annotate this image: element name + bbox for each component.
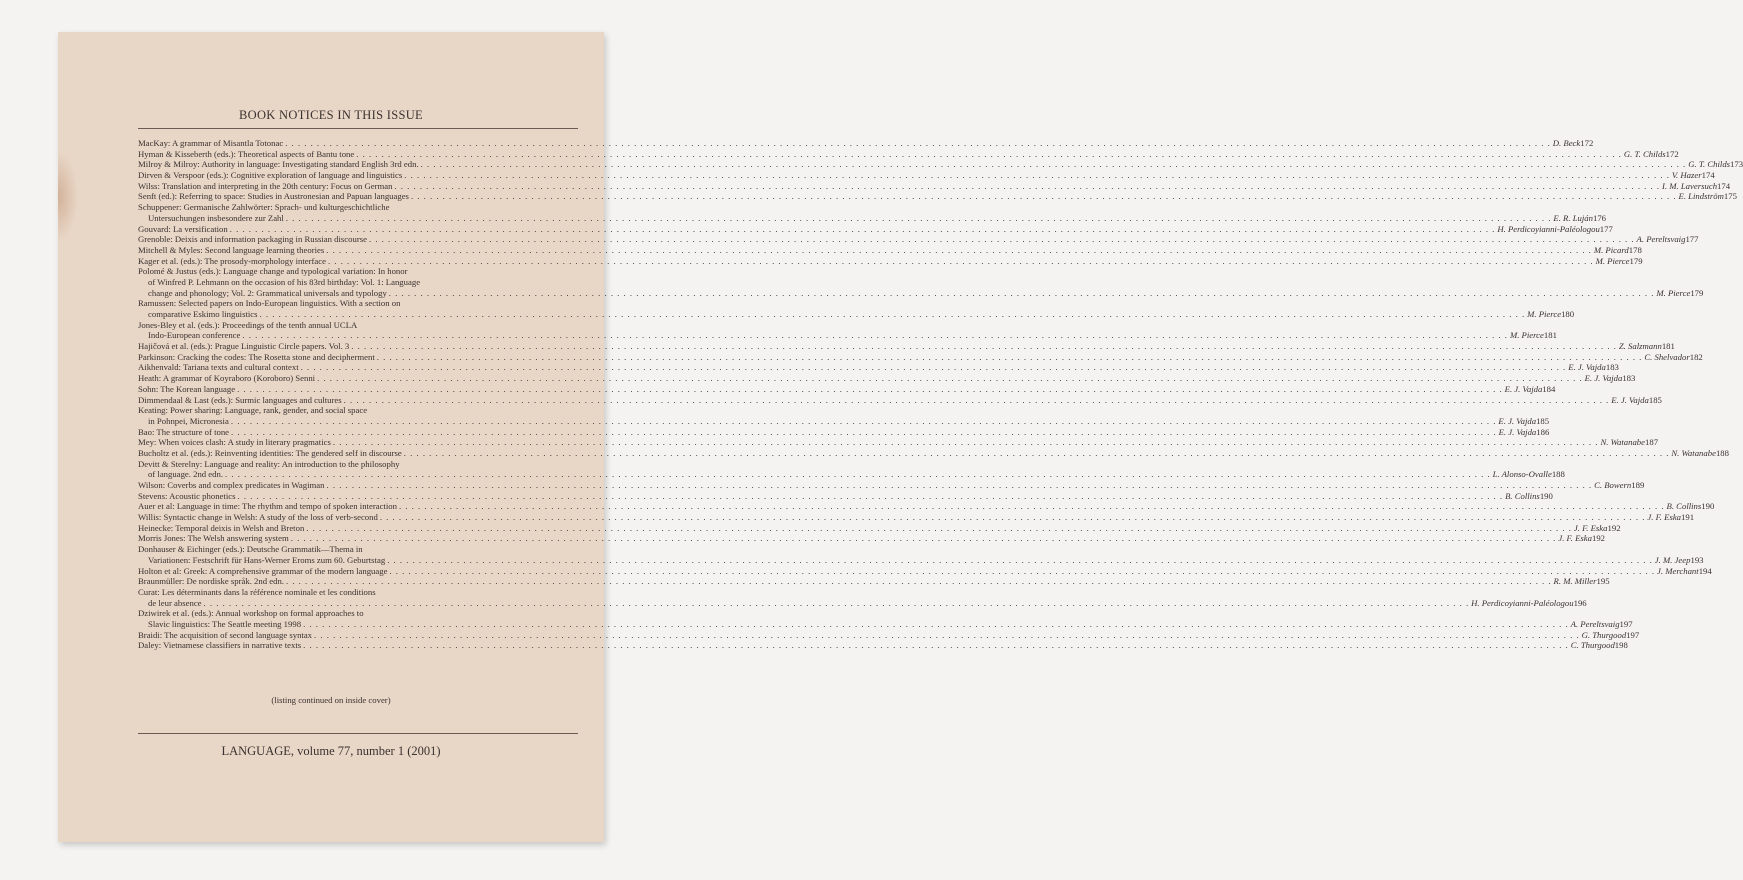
entry-reviewer: B. Collins [1505,490,1540,501]
entry-page-number: 181 [1543,330,1557,341]
entry-reviewer: N. Watanabe [1600,437,1646,448]
entry-title: of language. 2nd edn. [148,469,224,480]
entry-reviewer: C. Bowern [1594,480,1632,490]
leader-dots: . . . . . . . . . . . . . . . . . . . . . . . . . . . . . . . . . . . . . . . . . . . . . . . . . . . . . . . . . . . . . . . . . . . . . . . . . . . . . . . . . . . . . . . . . . . . . . . . . . . . . . . . . . . . . . . . . . . . . . . . . . . . . . . . . . . . . . . . . . . . . . . . . . . . . . . . . . . . . . . . . . . . . . . . . . . . . . . . . . . . . . . . . . . . . . . . . . . . . . . . [285,138,1551,148]
book-notice-entry [138,608,1633,629]
leader-dots: . . . . . . . . . . . . . . . . . . . . . . . . . . . . . . . . . . . . . . . . . . . . . . . . . . . . . . . . . . . . . . . . . . . . . . . . . . . . . . . . . . . . . . . . . . . . . . . . . . . . . . . . . . . . . . . . . . . . . . . . . . . . . . . . . . . . . . . . . . . . . . . . . . . . . . . . . . . . . . . . . . . . . . . . . . . . . . . . . . . . . . . . . . . . . . . . . . . . . . . . [237,383,1503,394]
entry-reviewer: E. Lindström [1678,191,1724,202]
entry-page-number: 176 [1592,212,1607,223]
entry-title: Braidi: The acquisition of second language syntax [138,629,313,640]
entry-page-number: 196 [1573,597,1587,608]
entry-page-number: 186 [1536,426,1550,437]
entry-title: Senft (ed.): Referring to space: Studies in Austronesian and Papuan languages [138,191,409,202]
entry-page-number: 175 [1723,191,1737,202]
entry-title: Sohn: The Korean language [138,383,236,394]
entry-title: Dirven & Verspoor (eds.): Cognitive exploration of language and linguistics [138,170,403,181]
entry-reviewer: C. Shelvador [1644,351,1690,362]
leader-dots: . . . . . . . . . . . . . . . . . . . . . . . . . . . . . . . . . . . . . . . . . . . . . . . . . . . . . . . . . . . . . . . . . . . . . . . . . . . . . . . . . . . . . . . . . . . . . . . . . . . . . . . . . . . . . . . . . . . . . . . . . . . . . . . . . . . . . . . . . . . . . . . . . . . . . . . . . . . . . . . . . . . . . . . . . . . . . . . . . . . . . . . . . . . . . . . . . . . . . . . . [356,148,1622,159]
book-notice-entry [138,266,1704,298]
entry-title: Kager et al. (eds.): The prosody-morphology interface [138,255,327,266]
entry-title: Heinecke: Temporal deixis in Welsh and Breton [138,522,305,533]
entry-reviewer: V. Hazer [1671,170,1702,181]
entry-page-number: 190 [1701,501,1715,512]
entry-page-number: 173 [1730,159,1743,170]
entry-title-line: Jones-Bley et al. (eds.): Proceedings of the tenth annual UCLA [138,319,358,330]
entry-reviewer: J. F. Eska [1647,512,1682,523]
leader-dots: . . . . . . . . . . . . . . . . . . . . . . . . . . . . . . . . . . . . . . . . . . . . . . . . . . . . . . . . . . . . . . . . . . . . . . . . . . . . . . . . . . . . . . . . . . . . . . . . . . . . . . . . . . . . . . . . . . . . . . . . . . . . . . . . . . . . . . . . . . . . . . . . . . . . . . . . . . . . . . . . . . . . . . . . . . . . . . . . . . . . . . . . . . . . . . . . . . . . . . . . [379,512,1646,523]
leader-dots: . . . . . . . . . . . . . . . . . . . . . . . . . . . . . . . . . . . . . . . . . . . . . . . . . . . . . . . . . . . . . . . . . . . . . . . . . . . . . . . . . . . . . . . . . . . . . . . . . . . . . . . . . . . . . . . . . . . . . . . . . . . . . . . . . . . . . . . . . . . . . . . . . . . . . . . . . . . . . . . . . . . . . . . . . . . . . . . . . . . . . . . . . . . . . . . . . . . . . . . . [314,629,1580,640]
entry-title-line: Dziwirek et al. (eds.): Annual workshop on formal approaches to [138,608,364,619]
entry-page-number: 172 [1665,148,1679,159]
entry-page-number: 189 [1631,480,1645,490]
entry-reviewer: J. F. Eska [1558,533,1592,544]
entry-page-number: 192 [1591,533,1605,544]
book-notice-entry [138,234,1699,245]
entry-reviewer: E. J. Vajda [1568,362,1606,373]
leader-dots: . . . . . . . . . . . . . . . . . . . . . . . . . . . . . . . . . . . . . . . . . . . . . . . . . . . . . . . . . . . . . . . . . . . . . . . . . . . . . . . . . . . . . . . . . . . . . . . . . . . . . . . . . . . . . . . . . . . . . . . . . . . . . . . . . . . . . . . . . . . . . . . . . . . . . . . . . . . . . . . . . . . . . . . . . . . . . . . . . . . . . . . . . . . . . . . . . . . . . . . . [290,533,1557,544]
entry-reviewer: E. J. Vajda [1504,383,1543,394]
entry-reviewer: I. M. Laversuch [1662,180,1718,191]
book-notice-entry [138,629,1640,641]
entry-title: Bucholtz et al. (eds.): Reinventing identities: The gendered self in discourse [138,447,402,458]
book-notice-entry [138,298,1575,319]
entry-page-number: 182 [1689,351,1703,362]
leader-dots: . . . . . . . . . . . . . . . . . . . . . . . . . . . . . . . . . . . . . . . . . . . . . . . . . . . . . . . . . . . . . . . . . . . . . . . . . . . . . . . . . . . . . . . . . . . . . . . . . . . . . . . . . . . . . . . . . . . . . . . . . . . . . . . . . . . . . . . . . . . . . . . . . . . . . . . . . . . . . . . . . . . . . . . . . . . . . . . . . . . . . . . . . . . . . . . . . . . . . . . . [351,341,1617,352]
entry-title-line: Ramussen: Selected papers on Indo-European linguistics. With a section on [138,298,401,309]
entry-page-number: 178 [1628,244,1642,255]
entry-title: Daley: Vietnamese classifiers in narrative texts [138,640,302,651]
entry-title: Parkinson: Cracking the codes: The Rosetta stone and decipherment [138,351,375,362]
leader-dots: . . . . . . . . . . . . . . . . . . . . . . . . . . . . . . . . . . . . . . . . . . . . . . . . . . . . . . . . . . . . . . . . . . . . . . . . . . . . . . . . . . . . . . . . . . . . . . . . . . . . . . . . . . . . . . . . . . . . . . . . . . . . . . . . . . . . . . . . . . . . . . . . . . . . . . . . . . . . . . . . . . . . . . . . . . . . . . . . . . . . . . . . . . . . . . . . . . . . . . . . [230,415,1497,426]
entry-reviewer: G. T. Childs [1688,159,1731,170]
entry-page-number: 174 [1717,180,1731,191]
entry-reviewer: H. Perdicoyianni-Paléologou [1471,597,1574,608]
entry-reviewer: H. Perdicoyianni-Paléologou [1497,223,1600,234]
book-notice-entry [138,522,1621,534]
entry-title: comparative Eskimo linguistics [148,309,258,319]
book-notice-entry [138,148,1679,160]
entry-title: Indo-European conference [148,330,241,341]
entry-reviewer: A. Pereltsvaig [1570,618,1620,629]
book-notice-entry [138,341,1675,352]
leader-dots: . . . . . . . . . . . . . . . . . . . . . . . . . . . . . . . . . . . . . . . . . . . . . . . . . . . . . . . . . . . . . . . . . . . . . . . . . . . . . . . . . . . . . . . . . . . . . . . . . . . . . . . . . . . . . . . . . . . . . . . . . . . . . . . . . . . . . . . . . . . . . . . . . . . . . . . . . . . . . . . . . . . . . . . . . . . . . . . . . . . . . . . . . . . . . . . . . . . . . . . . [343,394,1610,405]
journal-back-cover [58,32,1743,842]
entry-reviewer: R. M. Miller [1553,576,1597,587]
book-notice-entry [138,244,1642,256]
book-notice-entry [138,383,1556,395]
entry-page-number: 183 [1622,373,1636,384]
book-notice-entry [138,501,1715,512]
entry-reviewer: L. Alonso-Ovalle [1492,469,1552,480]
entry-page-number: 192 [1607,522,1621,533]
entry-page-number: 194 [1698,565,1712,576]
entry-title: Wilss: Translation and interpreting in the 20th century: Focus on German [138,180,393,191]
leader-dots: . . . . . . . . . . . . . . . . . . . . . . . . . . . . . . . . . . . . . . . . . . . . . . . . . . . . . . . . . . . . . . . . . . . . . . . . . . . . . . . . . . . . . . . . . . . . . . . . . . . . . . . . . . . . . . . . . . . . . . . . . . . . . . . . . . . . . . . . . . . . . . . . . . . . . . . . . . . . . . . . . . . . . . . . . . . . . . . . . . . . . . . . . . . . . . . . . . . . . . . . [303,618,1569,629]
book-notice-entry [138,544,1704,565]
book-notice-entry [138,394,1662,406]
leader-dots: . . . . . . . . . . . . . . . . . . . . . . . . . . . . . . . . . . . . . . . . . . . . . . . . . . . . . . . . . . . . . . . . . . . . . . . . . . . . . . . . . . . . . . . . . . . . . . . . . . . . . . . . . . . . . . . . . . . . . . . . . . . . . . . . . . . . . . . . . . . . . . . . . . . . . . . . . . . . . . . . . . . . . . . . . . . . . . . . . . . . . . . . . . . . . . . . . . . . . . . . [326,244,1592,255]
entry-title-line: Curat: Les déterminants dans la référence nominale et les conditions [138,586,376,597]
book-notice-entry [138,373,1636,384]
entry-reviewer: G. Thurgood [1581,629,1627,640]
book-notice-entry [138,255,1643,267]
entry-title: Braunmüller: De nordiske språk. 2nd edn. [138,576,284,587]
entry-title: Mey: When voices clash: A study in literary pragmatics [138,437,331,448]
book-notice-entry [138,480,1645,491]
book-notice-entry [138,319,1557,341]
leader-dots: . . . . . . . . . . . . . . . . . . . . . . . . . . . . . . . . . . . . . . . . . . . . . . . . . . . . . . . . . . . . . . . . . . . . . . . . . . . . . . . . . . . . . . . . . . . . . . . . . . . . . . . . . . . . . . . . . . . . . . . . . . . . . . . . . . . . . . . . . . . . . . . . . . . . . . . . . . . . . . . . . . . . . . . . . . . . . . . . . . . . . . . . . . . . . . . . . . . . . . . . [388,287,1655,298]
entry-title: in Pohnpei, Micronesia [148,415,229,426]
entry-title: Aikhenvald: Tariana texts and cultural context [138,362,299,373]
book-notice-entry [138,640,1628,651]
leader-dots: . . . . . . . . . . . . . . . . . . . . . . . . . . . . . . . . . . . . . . . . . . . . . . . . . . . . . . . . . . . . . . . . . . . . . . . . . . . . . . . . . . . . . . . . . . . . . . . . . . . . . . . . . . . . . . . . . . . . . . . . . . . . . . . . . . . . . . . . . . . . . . . . . . . . . . . . . . . . . . . . . . . . . . . . . . . . . . . . . . . . . . . . . . . . . . . . . . . . . . . . [389,565,1656,576]
book-notice-entry [138,437,1659,448]
entry-page-number: 193 [1690,554,1704,565]
issue-footer: LANGUAGE, volume 77, number 1 (2001) [221,744,441,758]
entry-reviewer: E. J. Vajda [1584,373,1623,384]
entry-page-number: 188 [1551,469,1565,480]
entry-page-number: 198 [1614,640,1628,651]
book-notice-entry [138,351,1703,363]
entry-page-number: 188 [1715,447,1729,458]
entry-reviewer: A. Pereltsvaig [1636,234,1686,245]
leader-dots: . . . . . . . . . . . . . . . . . . . . . . . . . . . . . . . . . . . . . . . . . . . . . . . . . . . . . . . . . . . . . . . . . . . . . . . . . . . . . . . . . . . . . . . . . . . . . . . . . . . . . . . . . . . . . . . . . . . . . . . . . . . . . . . . . . . . . . . . . . . . . . . . . . . . . . . . . . . . . . . . . . . . . . . . . . . . . . . . . . . . . . . . . . . . . . . . . . . . . . . . [368,234,1635,245]
entry-page-number: 174 [1701,170,1715,181]
entry-page-number: 191 [1681,512,1695,523]
entry-title: Bao: The structure of tone [138,426,230,437]
entry-reviewer: N. Watanabe [1671,447,1716,458]
entry-reviewer: M. Pierce [1527,309,1562,319]
entry-page-number: 185 [1536,415,1550,426]
continued-note: (listing continued on inside cover) [271,695,391,705]
entry-page-number: 185 [1648,394,1662,405]
bottom-divider [138,733,578,734]
book-notice-entry [138,576,1610,587]
leader-dots: . . . . . . . . . . . . . . . . . . . . . . . . . . . . . . . . . . . . . . . . . . . . . . . . . . . . . . . . . . . . . . . . . . . . . . . . . . . . . . . . . . . . . . . . . . . . . . . . . . . . . . . . . . . . . . . . . . . . . . . . . . . . . . . . . . . . . . . . . . . . . . . . . . . . . . . . . . . . . . . . . . . . . . . . . . . . . . . . . . . . . . . . . . . . . . . . . . . . . . . . [229,223,1496,234]
leader-dots: . . . . . . . . . . . . . . . . . . . . . . . . . . . . . . . . . . . . . . . . . . . . . . . . . . . . . . . . . . . . . . . . . . . . . . . . . . . . . . . . . . . . . . . . . . . . . . . . . . . . . . . . . . . . . . . . . . . . . . . . . . . . . . . . . . . . . . . . . . . . . . . . . . . . . . . . . . . . . . . . . . . . . . . . . . . . . . . . . . . . . . . . . . . . . . . . . . . . . . . . [225,469,1491,480]
leader-dots: . . . . . . . . . . . . . . . . . . . . . . . . . . . . . . . . . . . . . . . . . . . . . . . . . . . . . . . . . . . . . . . . . . . . . . . . . . . . . . . . . . . . . . . . . . . . . . . . . . . . . . . . . . . . . . . . . . . . . . . . . . . . . . . . . . . . . . . . . . . . . . . . . . . . . . . . . . . . . . . . . . . . . . . . . . . . . . . . . . . . . . . . . . . . . . . . . . . . . . . . [404,170,1670,181]
entry-reviewer: M. Picard [1593,244,1629,255]
leader-dots: . . . . . . . . . . . . . . . . . . . . . . . . . . . . . . . . . . . . . . . . . . . . . . . . . . . . . . . . . . . . . . . . . . . . . . . . . . . . . . . . . . . . . . . . . . . . . . . . . . . . . . . . . . . . . . . . . . . . . . . . . . . . . . . . . . . . . . . . . . . . . . . . . . . . . . . . . . . . . . . . . . . . . . . . . . . . . . . . . . . . . . . . . . . . . . . . . . . . . . . . [237,490,1504,501]
leader-dots: . . . . . . . . . . . . . . . . . . . . . . . . . . . . . . . . . . . . . . . . . . . . . . . . . . . . . . . . . . . . . . . . . . . . . . . . . . . . . . . . . . . . . . . . . . . . . . . . . . . . . . . . . . . . . . . . . . . . . . . . . . . . . . . . . . . . . . . . . . . . . . . . . . . . . . . . . . . . . . . . . . . . . . . . . . . . . . . . . . . . . . . . . . . . . . . . . . . . . . . . [387,554,1653,565]
entry-page-number: 180 [1561,309,1575,319]
entry-title-line: Schuppener: Germanische Zahlwörter: Sprach- und kulturgeschichtliche [138,202,390,213]
book-notice-entry [138,170,1715,181]
book-notice-entry [138,362,1619,373]
book-notice-entry [138,426,1550,438]
entry-title: Hyman & Kisseberth (eds.): Theoretical aspects of Bantu tone [138,148,355,159]
entry-title: Dimmendaal & Last (eds.): Surmic languages and cultures [138,394,342,405]
entry-reviewer: J. M. Jeep [1654,554,1691,565]
leader-dots: . . . . . . . . . . . . . . . . . . . . . . . . . . . . . . . . . . . . . . . . . . . . . . . . . . . . . . . . . . . . . . . . . . . . . . . . . . . . . . . . . . . . . . . . . . . . . . . . . . . . . . . . . . . . . . . . . . . . . . . . . . . . . . . . . . . . . . . . . . . . . . . . . . . . . . . . . . . . . . . . . . . . . . . . . . . . . . . . . . . . . . . . . . . . . . . . . . . . . . . . [231,426,1497,437]
entry-title: Stevens: Acoustic phonetics [138,490,236,501]
book-notice-entry [138,202,1607,223]
entry-title: Heath: A grammar of Koyraboro (Koroboro) Senni [138,373,316,384]
entry-title: Grenoble: Deixis and information packaging in Russian discourse [138,234,367,245]
leader-dots: . . . . . . . . . . . . . . . . . . . . . . . . . . . . . . . . . . . . . . . . . . . . . . . . . . . . . . . . . . . . . . . . . . . . . . . . . . . . . . . . . . . . . . . . . . . . . . . . . . . . . . . . . . . . . . . . . . . . . . . . . . . . . . . . . . . . . . . . . . . . . . . . . . . . . . . . . . . . . . . . . . . . . . . . . . . . . . . . . . . . . . . . . . . . . . . . . . . . . . . . [285,576,1552,587]
entry-title: change and phonology; Vol. 2: Grammatical universals and typology [148,287,387,298]
entry-page-number: 181 [1661,341,1675,352]
entry-reviewer: E. J. Vajda [1498,426,1537,437]
entry-title: Willis: Syntactic change in Welsh: A study of the loss of verb-second [138,512,378,523]
leader-dots: . . . . . . . . . . . . . . . . . . . . . . . . . . . . . . . . . . . . . . . . . . . . . . . . . . . . . . . . . . . . . . . . . . . . . . . . . . . . . . . . . . . . . . . . . . . . . . . . . . . . . . . . . . . . . . . . . . . . . . . . . . . . . . . . . . . . . . . . . . . . . . . . . . . . . . . . . . . . . . . . . . . . . . . . . . . . . . . . . . . . . . . . . . . . . . . . . . . . . . . . [259,309,1526,319]
leader-dots: . . . . . . . . . . . . . . . . . . . . . . . . . . . . . . . . . . . . . . . . . . . . . . . . . . . . . . . . . . . . . . . . . . . . . . . . . . . . . . . . . . . . . . . . . . . . . . . . . . . . . . . . . . . . . . . . . . . . . . . . . . . . . . . . . . . . . . . . . . . . . . . . . . . . . . . . . . . . . . . . . . . . . . . . . . . . . . . . . . . . . . . . . . . . . . . . . . . . . . . . [332,437,1599,448]
entry-reviewer: D. Beck [1552,138,1581,148]
entry-title: Slavic linguistics: The Seattle meeting 1998 [148,618,302,629]
entry-reviewer: C. Thurgood [1570,640,1615,651]
page-heading: BOOK NOTICES IN THIS ISSUE [239,108,423,122]
leader-dots: . . . . . . . . . . . . . . . . . . . . . . . . . . . . . . . . . . . . . . . . . . . . . . . . . . . . . . . . . . . . . . . . . . . . . . . . . . . . . . . . . . . . . . . . . . . . . . . . . . . . . . . . . . . . . . . . . . . . . . . . . . . . . . . . . . . . . . . . . . . . . . . . . . . . . . . . . . . . . . . . . . . . . . . . . . . . . . . . . . . . . . . . . . . . . . . . . . . . . . . . [394,180,1661,191]
entry-page-number: 183 [1605,362,1619,373]
leader-dots: . . . . . . . . . . . . . . . . . . . . . . . . . . . . . . . . . . . . . . . . . . . . . . . . . . . . . . . . . . . . . . . . . . . . . . . . . . . . . . . . . . . . . . . . . . . . . . . . . . . . . . . . . . . . . . . . . . . . . . . . . . . . . . . . . . . . . . . . . . . . . . . . . . . . . . . . . . . . . . . . . . . . . . . . . . . . . . . . . . . . . . . . . . . . . . . . . . . . . . . . [328,255,1594,266]
book-notice-entry [138,586,1587,608]
entry-title-line: Keating: Power sharing: Language, rank, gender, and social space [138,405,368,416]
entry-page-number: 172 [1580,138,1594,148]
entry-title: Auer et al: Language in time: The rhythm and tempo of spoken interaction [138,501,397,512]
entry-page-number: 179 [1629,255,1643,266]
entry-title-line: Donhauser & Eichinger (eds.): Deutsche Grammatik—Thema in [138,544,363,555]
entry-page-number: 187 [1645,437,1659,448]
entry-title-line: Polomé & Justus (eds.): Language change and typological variation: In honor [138,266,408,277]
entry-title: de leur absence [148,597,202,608]
leader-dots: . . . . . . . . . . . . . . . . . . . . . . . . . . . . . . . . . . . . . . . . . . . . . . . . . . . . . . . . . . . . . . . . . . . . . . . . . . . . . . . . . . . . . . . . . . . . . . . . . . . . . . . . . . . . . . . . . . . . . . . . . . . . . . . . . . . . . . . . . . . . . . . . . . . . . . . . . . . . . . . . . . . . . . . . . . . . . . . . . . . . . . . . . . . . . . . . . . . . . . . . [420,159,1687,170]
entry-page-number: 195 [1596,576,1610,587]
book-notice-entry [138,533,1605,544]
entry-page-number: 197 [1626,629,1640,640]
entry-reviewer: J. Merchant [1657,565,1699,576]
book-notice-entry [138,512,1695,523]
entry-title: Variationen: Festschrift für Hans-Werner Eroms zum 60. Geburtstag [148,554,386,565]
entry-page-number: 177 [1599,223,1613,234]
leader-dots: . . . . . . . . . . . . . . . . . . . . . . . . . . . . . . . . . . . . . . . . . . . . . . . . . . . . . . . . . . . . . . . . . . . . . . . . . . . . . . . . . . . . . . . . . . . . . . . . . . . . . . . . . . . . . . . . . . . . . . . . . . . . . . . . . . . . . . . . . . . . . . . . . . . . . . . . . . . . . . . . . . . . . . . . . . . . . . . . . . . . . . . . . . . . . . . . . . . . . . . . [376,351,1643,362]
entry-page-number: 197 [1619,618,1633,629]
entry-reviewer: G. T. Childs [1623,148,1666,159]
entry-reviewer: E. J. Vajda [1498,415,1537,426]
entry-title: Milroy & Milroy: Authority in language: Investigating standard English 3rd edn. [138,159,419,170]
entry-title: Untersuchungen insbesondere zur Zahl [148,212,284,223]
book-notice-entry [138,159,1743,170]
entry-page-number: 179 [1690,287,1704,298]
leader-dots: . . . . . . . . . . . . . . . . . . . . . . . . . . . . . . . . . . . . . . . . . . . . . . . . . . . . . . . . . . . . . . . . . . . . . . . . . . . . . . . . . . . . . . . . . . . . . . . . . . . . . . . . . . . . . . . . . . . . . . . . . . . . . . . . . . . . . . . . . . . . . . . . . . . . . . . . . . . . . . . . . . . . . . . . . . . . . . . . . . . . . . . . . . . . . . . . . . . . . . . . [300,362,1567,373]
entry-title: Hajičová et al. (eds.): Prague Linguistic Circle papers. Vol. 3 [138,341,350,352]
book-notice-entry [138,490,1553,502]
entry-page-number: 184 [1542,383,1556,394]
entry-reviewer: E. J. Vajda [1611,394,1649,405]
book-notice-entry [138,405,1550,426]
book-notice-entry [138,447,1729,459]
leader-dots: . . . . . . . . . . . . . . . . . . . . . . . . . . . . . . . . . . . . . . . . . . . . . . . . . . . . . . . . . . . . . . . . . . . . . . . . . . . . . . . . . . . . . . . . . . . . . . . . . . . . . . . . . . . . . . . . . . . . . . . . . . . . . . . . . . . . . . . . . . . . . . . . . . . . . . . . . . . . . . . . . . . . . . . . . . . . . . . . . . . . . . . . . . . . . . . . . . . . . . . . [303,640,1569,651]
leader-dots: . . . . . . . . . . . . . . . . . . . . . . . . . . . . . . . . . . . . . . . . . . . . . . . . . . . . . . . . . . . . . . . . . . . . . . . . . . . . . . . . . . . . . . . . . . . . . . . . . . . . . . . . . . . . . . . . . . . . . . . . . . . . . . . . . . . . . . . . . . . . . . . . . . . . . . . . . . . . . . . . . . . . . . . . . . . . . . . . . . . . . . . . . . . . . . . . . . . . . . . . [242,330,1508,341]
entry-title: Holton et al: Greek: A comprehensive grammar of the modern language [138,565,388,576]
leader-dots: . . . . . . . . . . . . . . . . . . . . . . . . . . . . . . . . . . . . . . . . . . . . . . . . . . . . . . . . . . . . . . . . . . . . . . . . . . . . . . . . . . . . . . . . . . . . . . . . . . . . . . . . . . . . . . . . . . . . . . . . . . . . . . . . . . . . . . . . . . . . . . . . . . . . . . . . . . . . . . . . . . . . . . . . . . . . . . . . . . . . . . . . . . . . . . . . . . . . . . . . [403,447,1670,458]
entry-reviewer: M. Pierce [1509,330,1544,341]
entry-reviewer: M. Pierce [1656,287,1691,298]
entry-title-line: of Winfred P. Lehmann on the occasion of his 83rd birthday: Vol. 1: Language [148,276,421,287]
book-notice-entry [138,138,1594,149]
entry-title: Morris Jones: The Welsh answering system [138,533,289,544]
leader-dots: . . . . . . . . . . . . . . . . . . . . . . . . . . . . . . . . . . . . . . . . . . . . . . . . . . . . . . . . . . . . . . . . . . . . . . . . . . . . . . . . . . . . . . . . . . . . . . . . . . . . . . . . . . . . . . . . . . . . . . . . . . . . . . . . . . . . . . . . . . . . . . . . . . . . . . . . . . . . . . . . . . . . . . . . . . . . . . . . . . . . . . . . . . . . . . . . . . . . . . . . [398,501,1665,512]
entry-title: Mitchell & Myles: Second language learning theories [138,244,325,255]
leader-dots: . . . . . . . . . . . . . . . . . . . . . . . . . . . . . . . . . . . . . . . . . . . . . . . . . . . . . . . . . . . . . . . . . . . . . . . . . . . . . . . . . . . . . . . . . . . . . . . . . . . . . . . . . . . . . . . . . . . . . . . . . . . . . . . . . . . . . . . . . . . . . . . . . . . . . . . . . . . . . . . . . . . . . . . . . . . . . . . . . . . . . . . . . . . . . . . . . . . . . . . . [326,480,1593,490]
entry-reviewer: M. Pierce [1595,255,1630,266]
entry-title-line: Devitt & Sterelny: Language and reality: An introduction to the philosophy [138,458,400,469]
entry-reviewer: B. Collins [1666,501,1702,512]
leader-dots: . . . . . . . . . . . . . . . . . . . . . . . . . . . . . . . . . . . . . . . . . . . . . . . . . . . . . . . . . . . . . . . . . . . . . . . . . . . . . . . . . . . . . . . . . . . . . . . . . . . . . . . . . . . . . . . . . . . . . . . . . . . . . . . . . . . . . . . . . . . . . . . . . . . . . . . . . . . . . . . . . . . . . . . . . . . . . . . . . . . . . . . . . . . . . . . . . . . . . . . . [285,212,1552,223]
entry-reviewer: E. R. Luján [1553,212,1593,223]
entry-title: MacKay: A grammar of Misantla Totonac [138,138,284,148]
entry-title: Gouvard: La versification [138,223,228,234]
book-notice-entry [138,191,1737,202]
leader-dots: . . . . . . . . . . . . . . . . . . . . . . . . . . . . . . . . . . . . . . . . . . . . . . . . . . . . . . . . . . . . . . . . . . . . . . . . . . . . . . . . . . . . . . . . . . . . . . . . . . . . . . . . . . . . . . . . . . . . . . . . . . . . . . . . . . . . . . . . . . . . . . . . . . . . . . . . . . . . . . . . . . . . . . . . . . . . . . . . . . . . . . . . . . . . . . . . . . . . . . . . [317,373,1583,384]
book-notice-entry [138,458,1565,480]
entry-page-number: 190 [1539,490,1553,501]
stain-mark [58,152,78,242]
entry-reviewer: J. F. Eska [1573,522,1608,533]
book-notice-entry [138,565,1712,577]
leader-dots: . . . . . . . . . . . . . . . . . . . . . . . . . . . . . . . . . . . . . . . . . . . . . . . . . . . . . . . . . . . . . . . . . . . . . . . . . . . . . . . . . . . . . . . . . . . . . . . . . . . . . . . . . . . . . . . . . . . . . . . . . . . . . . . . . . . . . . . . . . . . . . . . . . . . . . . . . . . . . . . . . . . . . . . . . . . . . . . . . . . . . . . . . . . . . . . . . . . . . . . . [410,191,1677,202]
top-divider [138,128,578,129]
entry-reviewer: Z. Salzmann [1618,341,1662,352]
book-notice-entry [138,180,1731,192]
leader-dots: . . . . . . . . . . . . . . . . . . . . . . . . . . . . . . . . . . . . . . . . . . . . . . . . . . . . . . . . . . . . . . . . . . . . . . . . . . . . . . . . . . . . . . . . . . . . . . . . . . . . . . . . . . . . . . . . . . . . . . . . . . . . . . . . . . . . . . . . . . . . . . . . . . . . . . . . . . . . . . . . . . . . . . . . . . . . . . . . . . . . . . . . . . . . . . . . . . . . . . . . [203,597,1470,608]
entry-title: Wilson: Coverbs and complex predicates in Wagiman [138,480,325,490]
book-notice-entry [138,223,1613,235]
entry-page-number: 177 [1685,234,1699,245]
leader-dots: . . . . . . . . . . . . . . . . . . . . . . . . . . . . . . . . . . . . . . . . . . . . . . . . . . . . . . . . . . . . . . . . . . . . . . . . . . . . . . . . . . . . . . . . . . . . . . . . . . . . . . . . . . . . . . . . . . . . . . . . . . . . . . . . . . . . . . . . . . . . . . . . . . . . . . . . . . . . . . . . . . . . . . . . . . . . . . . . . . . . . . . . . . . . . . . . . . . . . . . . [306,522,1572,533]
book-notices-list [138,138,1743,651]
